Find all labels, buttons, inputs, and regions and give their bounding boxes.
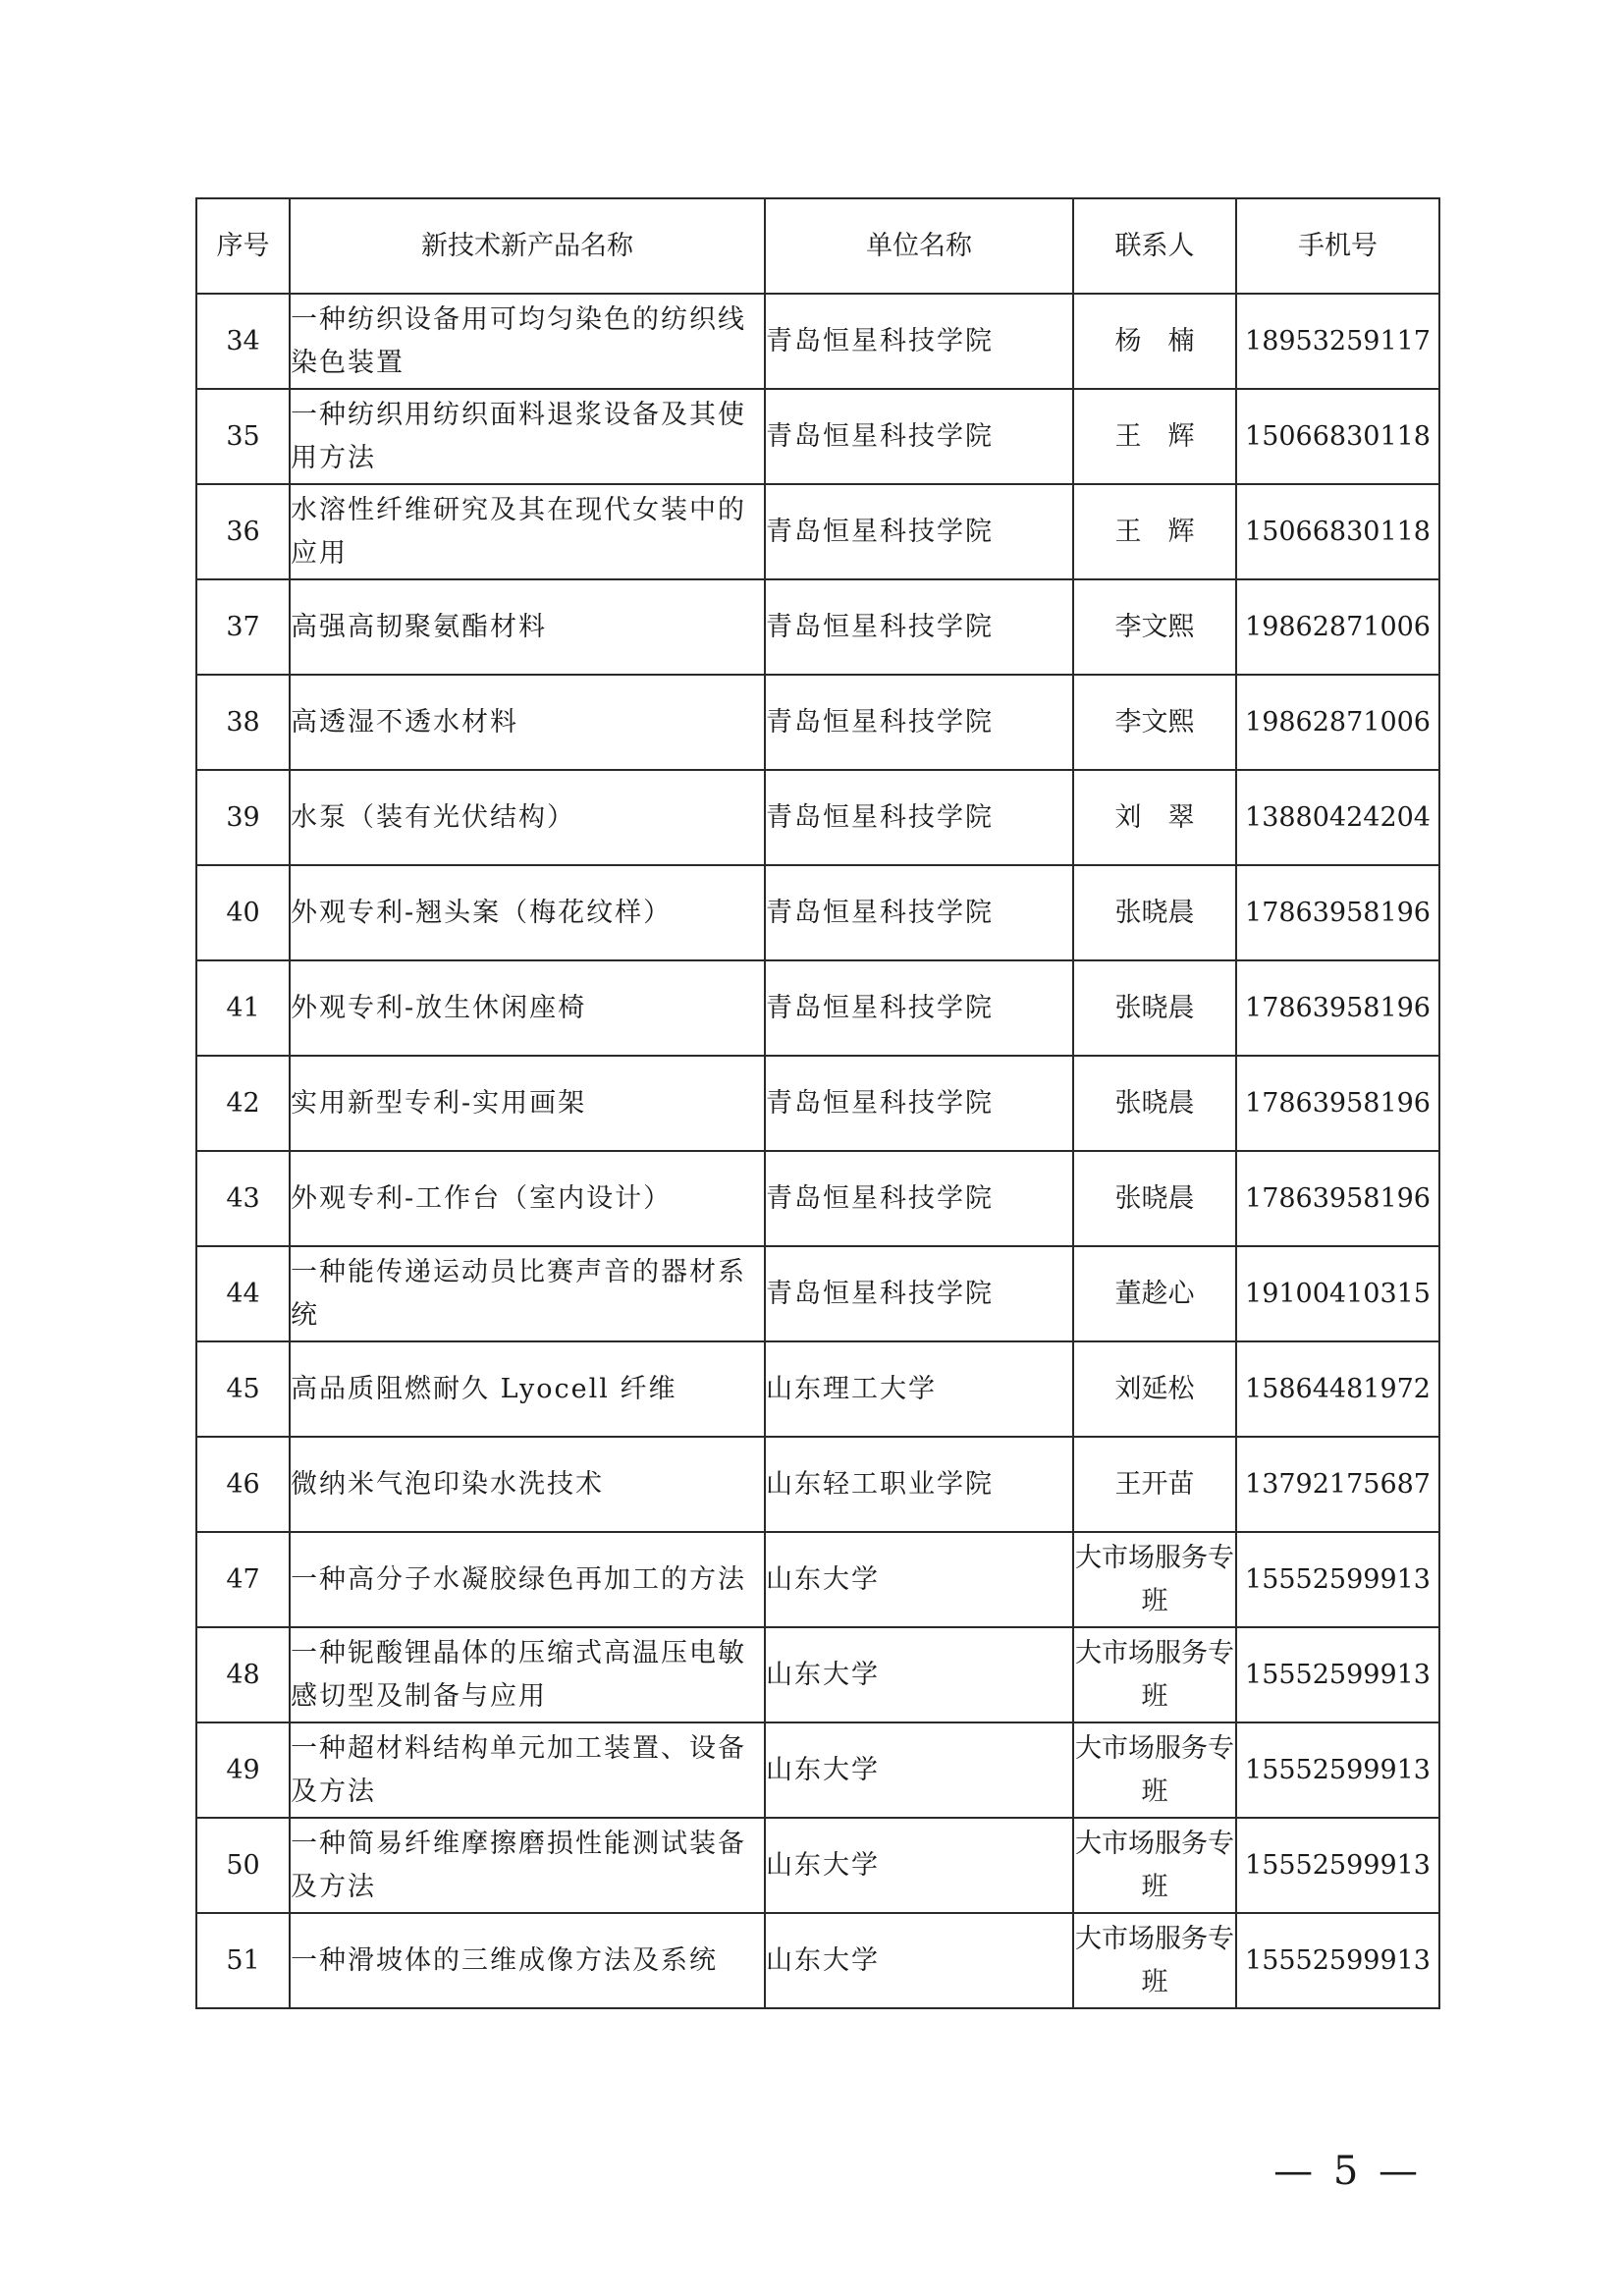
cell-product-name: 一种高分子水凝胶绿色再加工的方法 <box>290 1532 765 1627</box>
cell-index: 44 <box>196 1246 290 1341</box>
cell-product-name: 水泵（装有光伏结构） <box>290 770 765 865</box>
cell-phone: 15552599913 <box>1236 1722 1439 1818</box>
table-row <box>196 865 1439 960</box>
table-row <box>196 1246 1439 1341</box>
table-row <box>196 579 1439 675</box>
header-contact: 联系人 <box>1073 198 1236 294</box>
cell-phone: 17863958196 <box>1236 865 1439 960</box>
cell-contact: 李文熙 <box>1073 579 1236 675</box>
cell-product-name: 一种纺织设备用可均匀染色的纺织线染色装置 <box>290 294 765 389</box>
table-row <box>196 1437 1439 1532</box>
cell-product-name: 高品质阻燃耐久 Lyocell 纤维 <box>290 1341 765 1437</box>
table-row <box>196 1056 1439 1151</box>
table-row <box>196 960 1439 1056</box>
cell-contact: 张晓晨 <box>1073 1056 1236 1151</box>
table-row <box>196 1913 1439 2008</box>
cell-contact: 大市场服务专班 <box>1073 1722 1236 1818</box>
cell-phone: 13880424204 <box>1236 770 1439 865</box>
cell-product-name: 一种滑坡体的三维成像方法及系统 <box>290 1913 765 2008</box>
tech-product-table <box>195 197 1440 2009</box>
table-row <box>196 1818 1439 1913</box>
cell-contact: 大市场服务专班 <box>1073 1818 1236 1913</box>
cell-phone: 15552599913 <box>1236 1532 1439 1627</box>
cell-phone: 18953259117 <box>1236 294 1439 389</box>
cell-product-name: 一种简易纤维摩擦磨损性能测试装备及方法 <box>290 1818 765 1913</box>
cell-product-name: 一种超材料结构单元加工装置、设备及方法 <box>290 1722 765 1818</box>
table-row <box>196 770 1439 865</box>
cell-phone: 15552599913 <box>1236 1818 1439 1913</box>
cell-phone: 19100410315 <box>1236 1246 1439 1341</box>
cell-product-name: 一种能传递运动员比赛声音的器材系统 <box>290 1246 765 1341</box>
cell-index: 42 <box>196 1056 290 1151</box>
cell-index: 38 <box>196 675 290 770</box>
cell-contact: 大市场服务专班 <box>1073 1913 1236 2008</box>
table-header-row <box>196 198 1439 294</box>
cell-index: 36 <box>196 484 290 579</box>
cell-unit-name: 青岛恒星科技学院 <box>765 1151 1073 1246</box>
cell-phone: 17863958196 <box>1236 1151 1439 1246</box>
cell-index: 49 <box>196 1722 290 1818</box>
cell-product-name: 微纳米气泡印染水洗技术 <box>290 1437 765 1532</box>
cell-contact: 刘延松 <box>1073 1341 1236 1437</box>
cell-contact: 李文熙 <box>1073 675 1236 770</box>
cell-unit-name: 山东大学 <box>765 1627 1073 1722</box>
table-row <box>196 484 1439 579</box>
header-product-name: 新技术新产品名称 <box>290 198 765 294</box>
cell-unit-name: 青岛恒星科技学院 <box>765 484 1073 579</box>
cell-product-name: 外观专利-放生休闲座椅 <box>290 960 765 1056</box>
table-row <box>196 389 1439 484</box>
cell-index: 34 <box>196 294 290 389</box>
cell-index: 46 <box>196 1437 290 1532</box>
cell-phone: 15552599913 <box>1236 1627 1439 1722</box>
cell-contact: 杨 楠 <box>1073 294 1236 389</box>
cell-contact: 董趁心 <box>1073 1246 1236 1341</box>
cell-unit-name: 山东大学 <box>765 1722 1073 1818</box>
table-row <box>196 1627 1439 1722</box>
cell-unit-name: 山东大学 <box>765 1818 1073 1913</box>
cell-phone: 15552599913 <box>1236 1913 1439 2008</box>
table-row <box>196 1341 1439 1437</box>
cell-contact: 大市场服务专班 <box>1073 1532 1236 1627</box>
cell-contact: 王开苗 <box>1073 1437 1236 1532</box>
page-number: — 5 — <box>1273 2149 1422 2194</box>
cell-contact: 王 辉 <box>1073 484 1236 579</box>
cell-index: 50 <box>196 1818 290 1913</box>
cell-phone: 15864481972 <box>1236 1341 1439 1437</box>
cell-product-name: 一种纺织用纺织面料退浆设备及其使用方法 <box>290 389 765 484</box>
cell-contact: 王 辉 <box>1073 389 1236 484</box>
cell-unit-name: 青岛恒星科技学院 <box>765 389 1073 484</box>
cell-contact: 刘 翠 <box>1073 770 1236 865</box>
header-phone: 手机号 <box>1236 198 1439 294</box>
table-row <box>196 294 1439 389</box>
cell-unit-name: 山东轻工职业学院 <box>765 1437 1073 1532</box>
cell-contact: 大市场服务专班 <box>1073 1627 1236 1722</box>
cell-product-name: 高强高韧聚氨酯材料 <box>290 579 765 675</box>
cell-unit-name: 青岛恒星科技学院 <box>765 675 1073 770</box>
cell-index: 35 <box>196 389 290 484</box>
cell-contact: 张晓晨 <box>1073 865 1236 960</box>
cell-unit-name: 青岛恒星科技学院 <box>765 1246 1073 1341</box>
header-unit-name: 单位名称 <box>765 198 1073 294</box>
table-row <box>196 1722 1439 1818</box>
cell-unit-name: 青岛恒星科技学院 <box>765 960 1073 1056</box>
cell-phone: 17863958196 <box>1236 1056 1439 1151</box>
cell-index: 40 <box>196 865 290 960</box>
cell-unit-name: 山东大学 <box>765 1532 1073 1627</box>
header-index: 序号 <box>196 198 290 294</box>
cell-product-name: 实用新型专利-实用画架 <box>290 1056 765 1151</box>
cell-product-name: 外观专利-工作台（室内设计） <box>290 1151 765 1246</box>
cell-unit-name: 山东理工大学 <box>765 1341 1073 1437</box>
cell-product-name: 外观专利-翘头案（梅花纹样） <box>290 865 765 960</box>
cell-index: 39 <box>196 770 290 865</box>
cell-phone: 19862871006 <box>1236 579 1439 675</box>
cell-unit-name: 山东大学 <box>765 1913 1073 2008</box>
cell-product-name: 高透湿不透水材料 <box>290 675 765 770</box>
cell-index: 41 <box>196 960 290 1056</box>
cell-phone: 13792175687 <box>1236 1437 1439 1532</box>
cell-index: 51 <box>196 1913 290 2008</box>
cell-unit-name: 青岛恒星科技学院 <box>765 579 1073 675</box>
cell-unit-name: 青岛恒星科技学院 <box>765 294 1073 389</box>
cell-phone: 15066830118 <box>1236 389 1439 484</box>
cell-index: 37 <box>196 579 290 675</box>
cell-unit-name: 青岛恒星科技学院 <box>765 1056 1073 1151</box>
cell-index: 48 <box>196 1627 290 1722</box>
cell-product-name: 一种铌酸锂晶体的压缩式高温压电敏感切型及制备与应用 <box>290 1627 765 1722</box>
cell-phone: 17863958196 <box>1236 960 1439 1056</box>
table-row <box>196 675 1439 770</box>
cell-index: 45 <box>196 1341 290 1437</box>
cell-product-name: 水溶性纤维研究及其在现代女装中的应用 <box>290 484 765 579</box>
cell-unit-name: 青岛恒星科技学院 <box>765 865 1073 960</box>
cell-phone: 15066830118 <box>1236 484 1439 579</box>
cell-index: 47 <box>196 1532 290 1627</box>
table-row <box>196 1151 1439 1246</box>
cell-phone: 19862871006 <box>1236 675 1439 770</box>
cell-contact: 张晓晨 <box>1073 1151 1236 1246</box>
cell-contact: 张晓晨 <box>1073 960 1236 1056</box>
table-row <box>196 1532 1439 1627</box>
cell-unit-name: 青岛恒星科技学院 <box>765 770 1073 865</box>
cell-index: 43 <box>196 1151 290 1246</box>
